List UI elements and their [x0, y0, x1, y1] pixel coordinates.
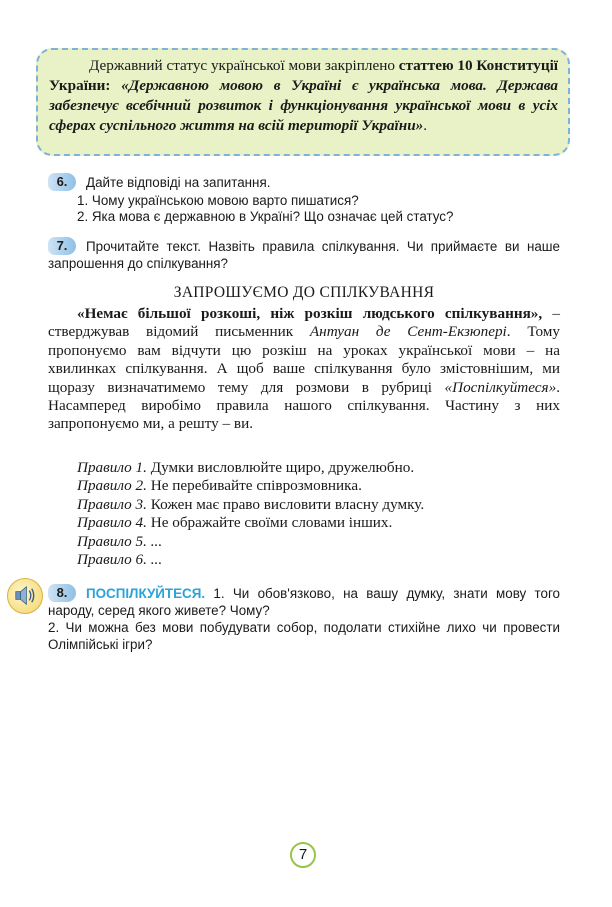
info-box-text: Державний статус української мови закріплено статтею 10 Конституції України: «Державною мовою в Україні є українська мова. Держава забезпечує всебічний розвиток і функціонування української мови в усіх сферах суспільного життя на всій території України». — [49, 57, 559, 134]
constitution-info-box — [36, 48, 570, 156]
rule-item: Правило 1. Думки висловлюйте щиро, дружелюбно. — [77, 459, 415, 476]
task-6-question-2: 2. Яка мова є державною в Україні? Що означає цей статус? — [77, 209, 454, 224]
rule-item: Правило 3. Кожен має право висловити власну думку. — [77, 495, 425, 513]
task-8-badge: 8. — [48, 584, 76, 602]
task-7-badge: 7. — [48, 237, 76, 255]
rules-list — [77, 459, 424, 569]
rule-item: Правило 2. Не перебивайте співрозмовника. — [77, 477, 362, 495]
task-6-prompt: Дайте відповіді на запитання. — [86, 175, 271, 190]
reading-title: ЗАПРОШУЄМО ДО СПІЛКУВАННЯ — [173, 284, 435, 301]
reading-body: «Немає більшої розкоші, ніж розкіш людського спілкування», – стверджував відомий письменник Антуан де Сент-Екзюпері. Тому пропонуємо вам відчути цю розкіш на уроках української мови – на хвилинках спілкування. А щоб ваше спілкування було змістовнішим, ми щоразу визначатимемо тему для розмови в рубриці «Поспілкуйтеся». Насамперед виробімо правила нашого спілкування. Частину з них запропонуємо ми, а решту – ви. — [48, 305, 561, 433]
rule-item: Правило 6. ... — [77, 551, 163, 569]
task-7-prompt: Прочитайте текст. Назвіть правила спілкування. Чи приймаєте ви наше запрошення до спілкування? — [48, 239, 560, 271]
task-8-text: ПОСПІЛКУЙТЕСЯ. 1. Чи обов'язково, на вашу думку, знати мову того народу, серед якого живете? Чому? — [48, 586, 560, 618]
task-8-heading: ПОСПІЛКУЙТЕСЯ. — [86, 586, 206, 601]
page-number: 7 — [290, 842, 316, 868]
task-6-question-1: 1. Чому українською мовою варто пишатися? — [77, 193, 359, 208]
rule-item: Правило 5. ... — [77, 532, 163, 550]
rule-item: Правило 4. Не ображайте своїми словами інших. — [77, 514, 393, 532]
task-6-badge: 6. — [48, 173, 76, 191]
task-8-question-2: 2. Чи можна без мови побудувати собор, подолати стихійне лихо чи провести Олімпійські ігри? — [48, 620, 560, 652]
speaker-icon[interactable] — [7, 578, 43, 614]
